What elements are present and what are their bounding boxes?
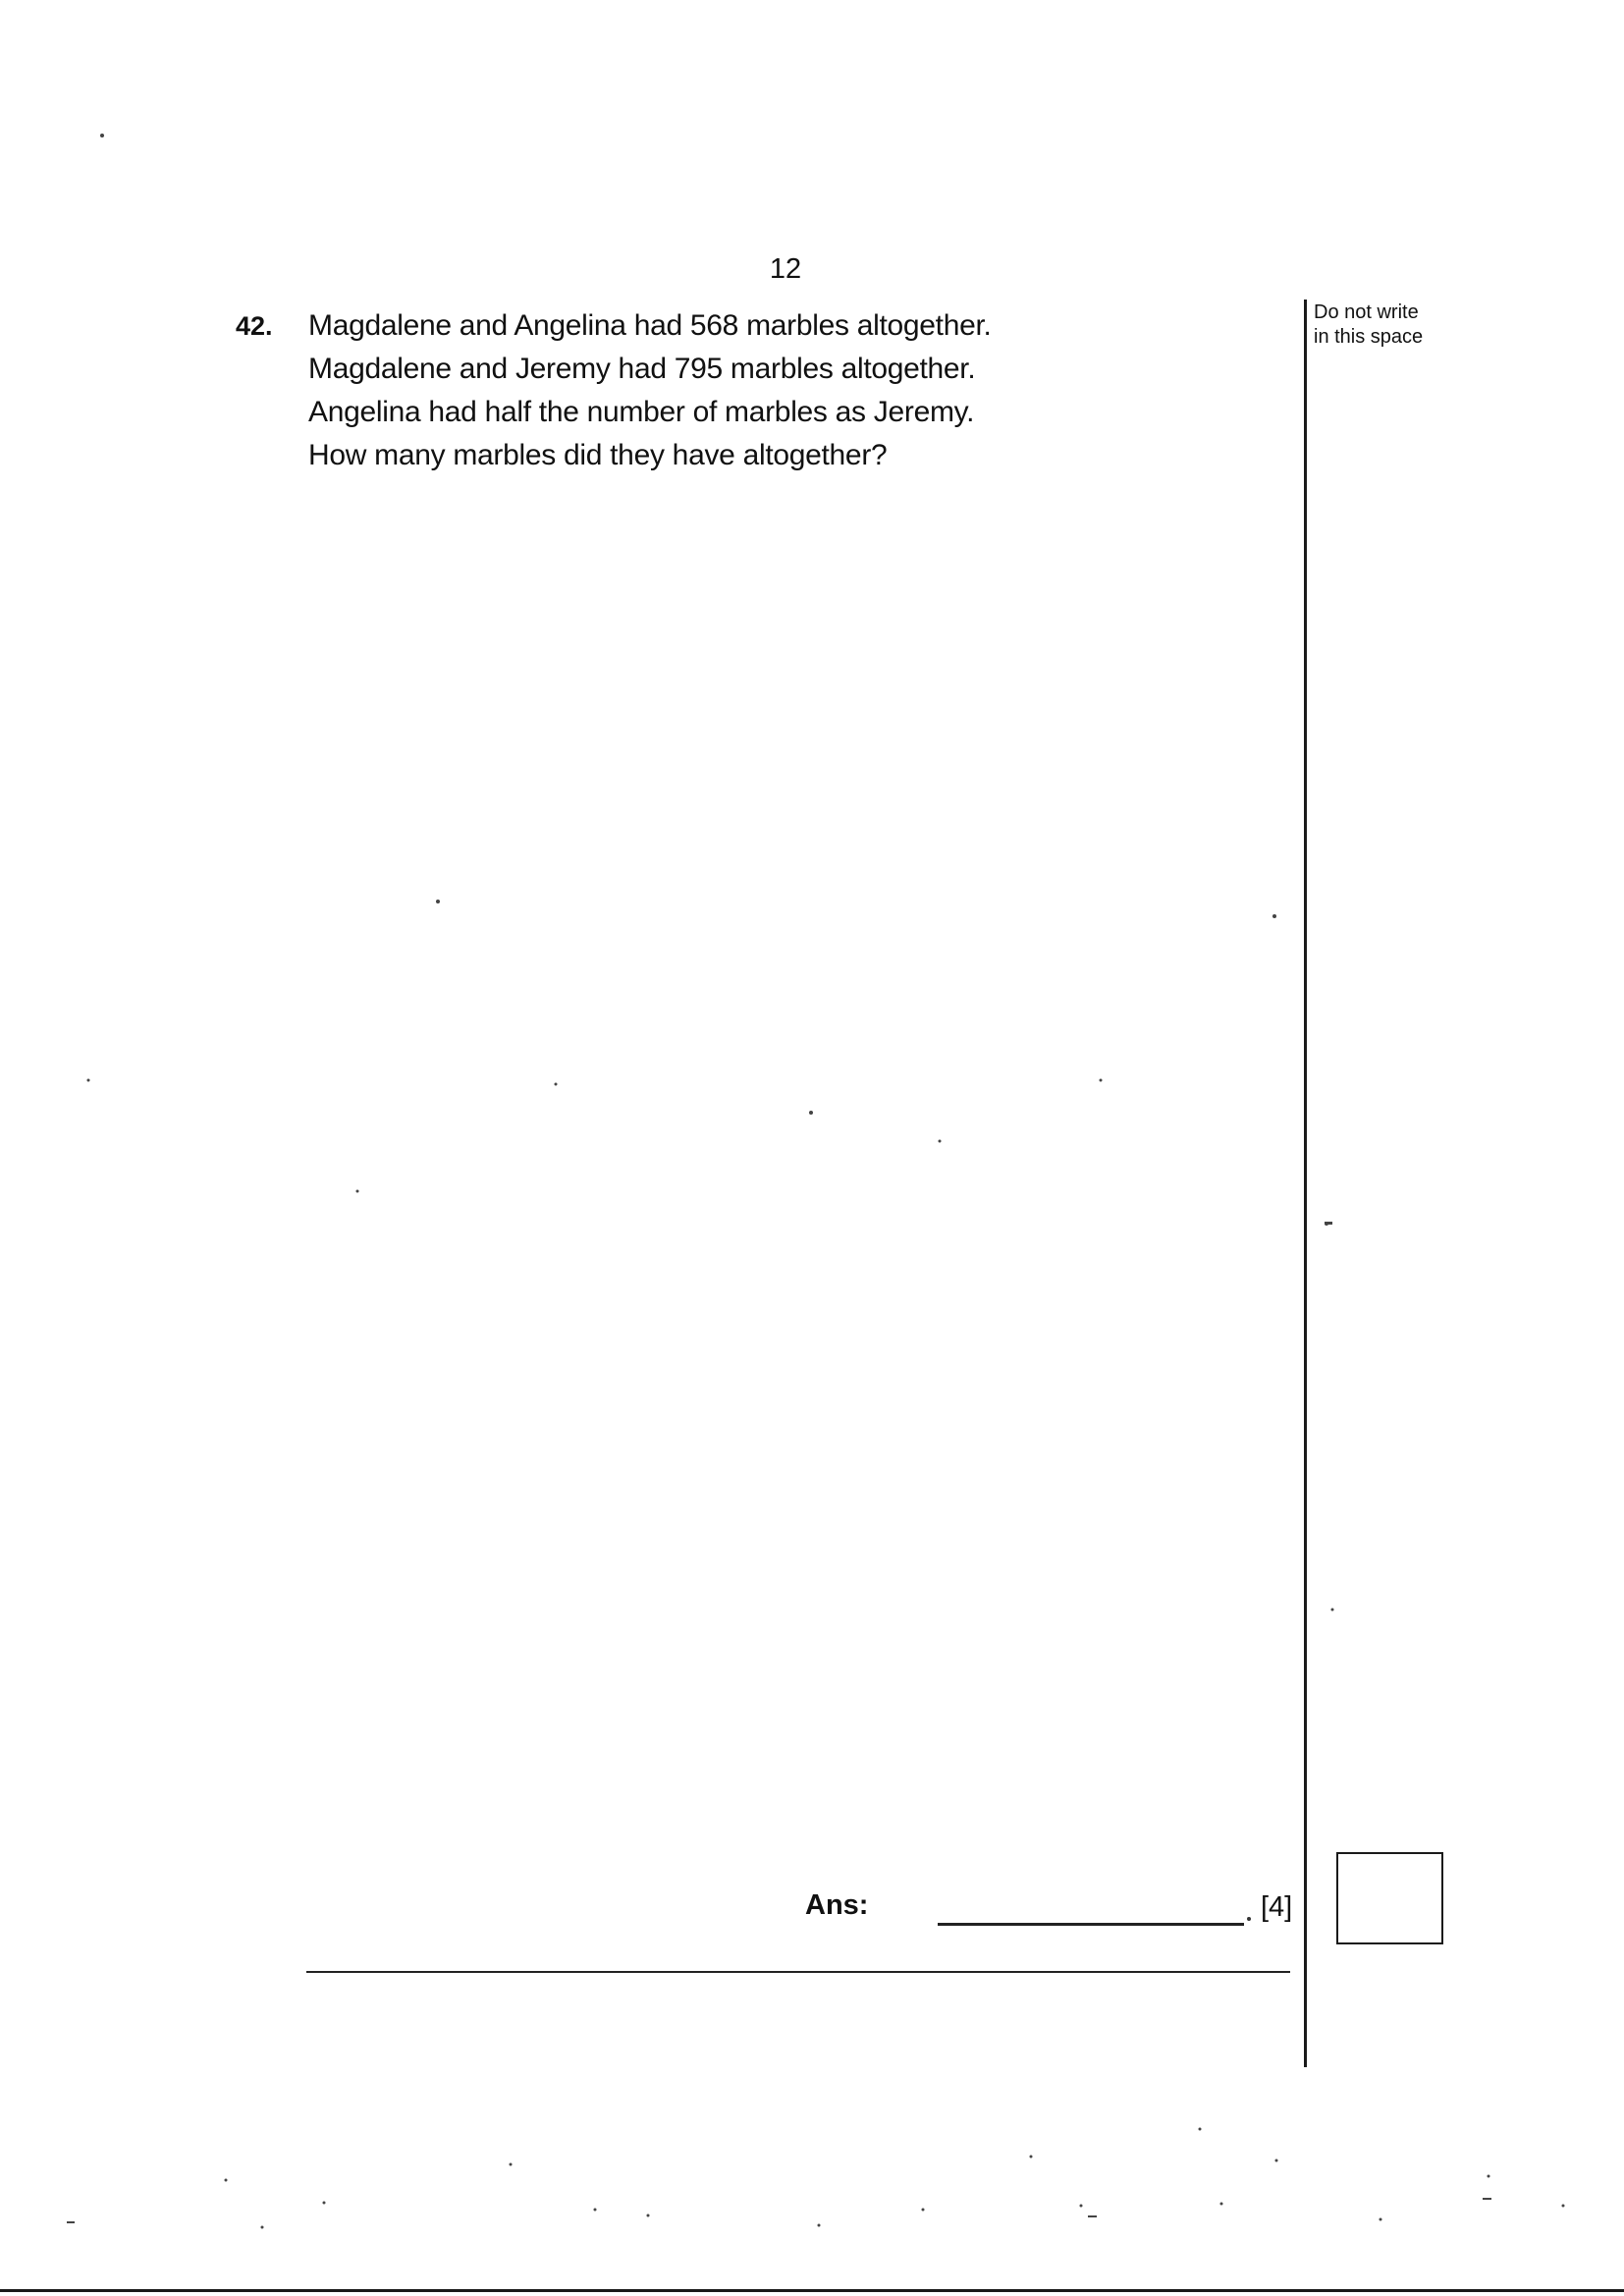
question-line: Magdalene and Angelina had 568 marbles altogether.: [308, 309, 992, 342]
page-bottom-edge: [0, 2289, 1624, 2292]
question-line: Angelina had half the number of marbles as Jeremy.: [308, 396, 975, 428]
page-number: 12: [769, 253, 802, 285]
question-line: How many marbles did they have altogether?: [308, 439, 888, 471]
marks-label: [4]: [1261, 1891, 1293, 1923]
answer-label: Ans:: [805, 1889, 869, 1921]
margin-note-line: Do not write: [1314, 301, 1419, 323]
question-line: Magdalene and Jeremy had 795 marbles altogether.: [308, 353, 976, 385]
margin-note-line: in this space: [1314, 326, 1424, 348]
question-number: 42.: [236, 311, 273, 341]
